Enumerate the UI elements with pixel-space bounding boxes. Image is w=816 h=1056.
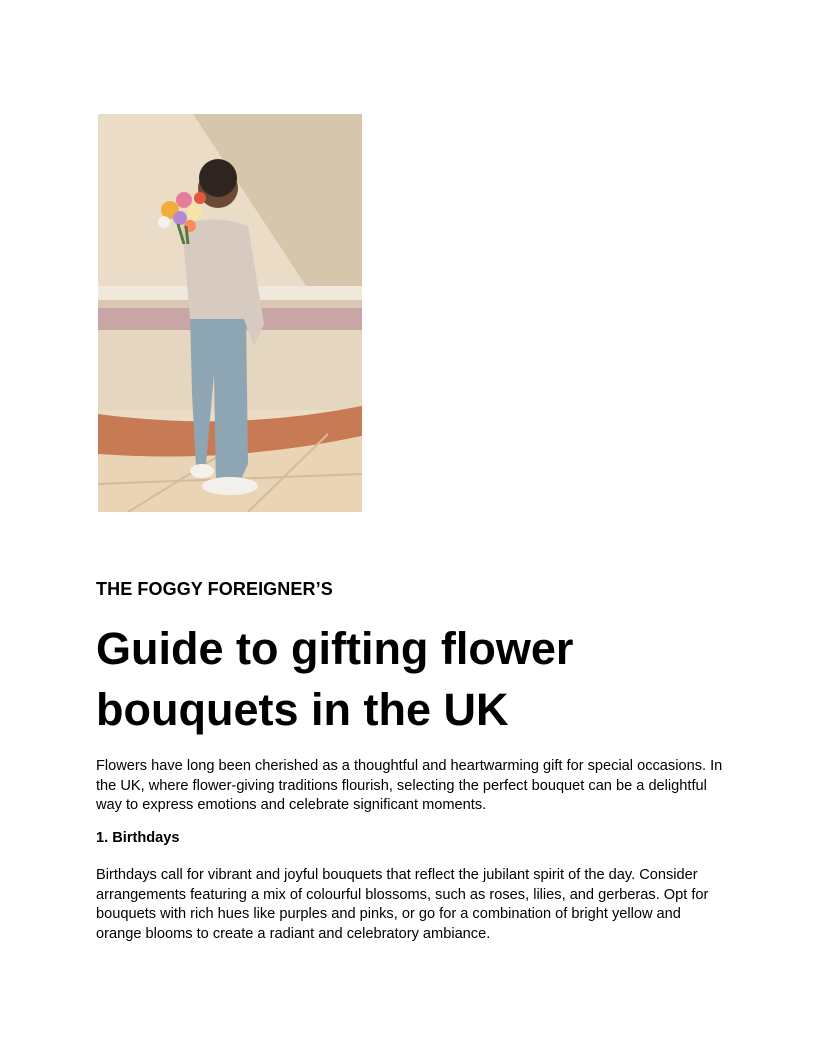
page-title: Guide to gifting flower bouquets in the UK (96, 623, 574, 735)
hero-photo (98, 114, 362, 512)
series-kicker: THE FOGGY FOREIGNER’S (96, 579, 333, 599)
intro-paragraph: Flowers have long been cherished as a thoughtful and heartwarming gift for special occasions. In the UK, where flower-giving traditions flourish, selecting the perfect bouquet can be a delightful way to express emotions and celebrate significant moments. (96, 758, 723, 814)
person-with-bouquet-illustration (98, 114, 362, 512)
section-body-birthdays: Birthdays call for vibrant and joyful bouquets that reflect the jubilant spirit of the day. Consider arrangements featuring a mix of colourful blossoms, such as roses, lilies, and gerberas. Opt for bouquets with rich hues like purples and pinks, or go for a combination of bright yellow and orange blooms to create a radiant and celebratory ambiance. (96, 867, 709, 942)
section-heading-birthdays: 1. Birthdays (96, 830, 180, 846)
